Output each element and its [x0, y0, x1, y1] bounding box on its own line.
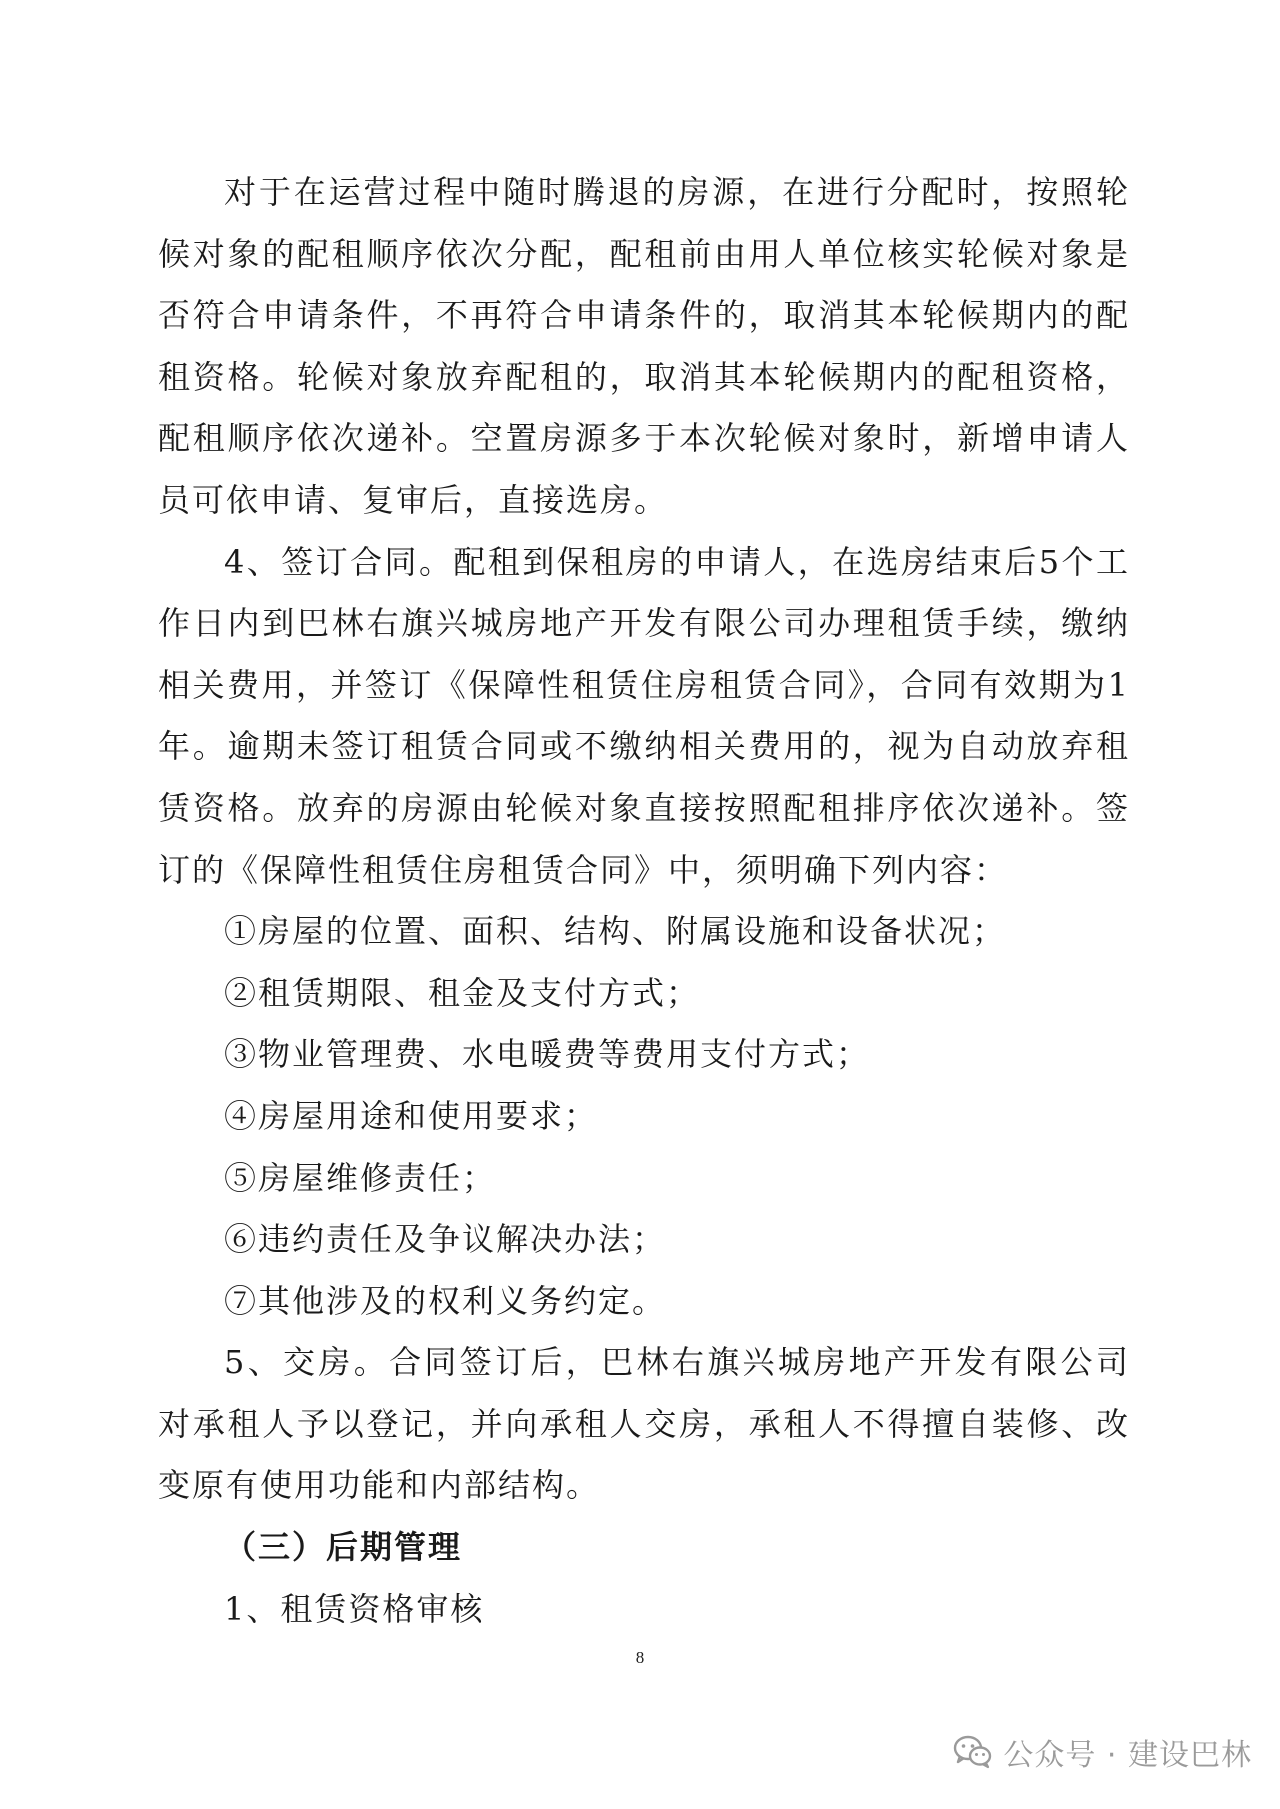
contract-item-2: ②租赁期限、租金及支付方式；: [224, 973, 701, 1012]
paragraph-sign-contract: 4、签订合同。配租到保租房的申请人，在选房结束后5个工作日内到巴林右旗兴城房地产开发有限公司办理租赁手续，缴纳相关费用，并签订《保障性租赁住房租赁合同》，合同有效期为1年。逾期未签订租赁合同或不缴纳相关费用的，视为自动放弃租赁资格。放弃的房源由轮候对象直接按照配租排序依次递补。签订的《保障性租赁住房租赁合同》中，须明确下列内容：: [158, 542, 1130, 889]
contract-item-6: ⑥违约责任及争议解决办法；: [224, 1220, 667, 1259]
paragraph-room-allocation: 对于在运营过程中随时腾退的房源，在进行分配时，按照轮候对象的配租顺序依次分配，配租前由用人单位核实轮候对象是否符合申请条件，不再符合申请条件的，取消其本轮候期内的配租资格。轮候对象放弃配租的，取消其本轮候期内的配租资格，配租顺序依次递补。空置房源多于本次轮候对象时，新增申请人员可依申请、复审后，直接选房。: [158, 173, 1130, 519]
watermark-text: 公众号 · 建设巴林: [1003, 1738, 1252, 1773]
section-heading: （三）后期管理: [224, 1528, 463, 1567]
document-body: [158, 162, 1130, 1640]
watermark: [953, 1730, 1252, 1774]
subsection-heading: 1、租赁资格审核: [224, 1589, 485, 1628]
wechat-icon: [953, 1735, 993, 1769]
contract-item-5: ⑤房屋维修责任；: [224, 1158, 497, 1197]
contract-item-7: ⑦其他涉及的权利义务约定。: [224, 1281, 667, 1320]
page-number: 8: [635, 1648, 645, 1667]
paragraph-handover: 5、交房。合同签订后，巴林右旗兴城房地产开发有限公司对承租人予以登记，并向承租人交房，承租人不得擅自装修、改变原有使用功能和内部结构。: [158, 1343, 1130, 1505]
contract-item-4: ④房屋用途和使用要求；: [224, 1096, 599, 1135]
contract-item-1: ①房屋的位置、面积、结构、附属设施和设备状况；: [224, 912, 1007, 951]
contract-item-3: ③物业管理费、水电暖费等费用支付方式；: [224, 1035, 871, 1074]
